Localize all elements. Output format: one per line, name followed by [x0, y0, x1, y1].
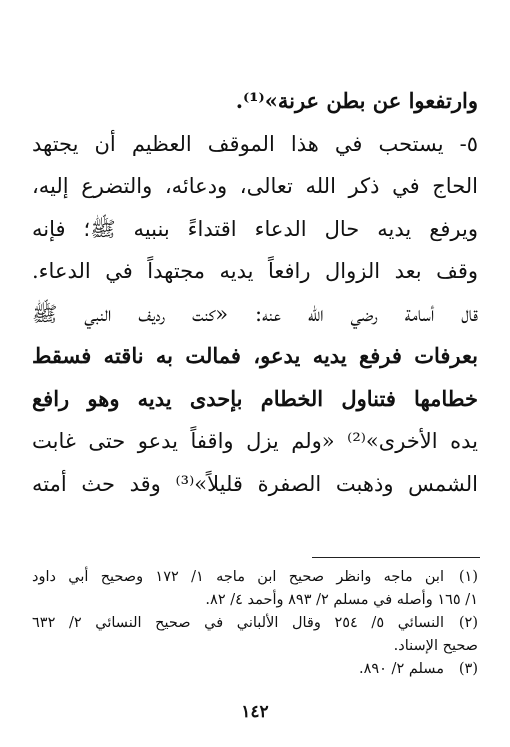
text-line: ٥- يستحب في هذا الموقف العظيم أن يجتهد: [32, 131, 478, 156]
text-line: وقف بعد الزوال رافعاً يديه مجتهداً في الدعاء.: [32, 259, 478, 283]
footnote-1: [32, 566, 478, 589]
footnote-3: [32, 658, 478, 681]
footnote-number: (١): [458, 569, 478, 585]
footnote-text: ابن ماجه وانظر صحيح ابن ماجه ١/ ١٧٢ وصحيح أبي داود: [32, 569, 444, 585]
text-line: خطامها فتناول الخطام بإحدى يديه وهو رافع: [32, 385, 478, 411]
footnotes: [32, 566, 478, 681]
text-line: ويرفع يديه حال الدعاء اقتداءً بنبيه ﷺ؛ فإنه: [32, 216, 478, 241]
text-line: الشمس وذهبت الصفرة قليلاً»⁽³⁾ وقد حث أمته: [32, 471, 478, 496]
footnote-text: النسائي ٥/ ٢٥٤ وقال الألباني في صحيح النسائي ٢/ ٦٣٢: [32, 615, 444, 631]
text-line: بعرفات فرفع يديه يدعو، فمالت به ناقته فسقط: [32, 343, 478, 368]
footnote-2-continued: صحيح الإسناد.: [393, 638, 478, 654]
text-line: وارتفعوا عن بطن عرنة»⁽¹⁾.: [235, 88, 478, 113]
text-line: قال أسامة رضي الله عنه: «كنت رديف النبي ﷺ: [32, 301, 478, 326]
footnote-1-continued: ١/ ١٦٥ وأصله في مسلم ٢/ ٨٩٣ وأحمد ٤/ ٨٢.: [205, 592, 478, 608]
text-line: الحاج في ذكر الله تعالى، ودعائه، والتضرع إليه،: [32, 174, 478, 198]
footnote-text: مسلم ٢/ ٨٩٠.: [358, 661, 444, 677]
footnote-number: (٣): [458, 661, 478, 677]
page-number: ١٤٢: [241, 702, 269, 722]
text-line: يده الأخرى»⁽²⁾ «ولم يزل واقفاً يدعو حتى غابت: [32, 429, 478, 453]
footnote-2: [32, 612, 478, 635]
footnote-number: (٢): [458, 615, 478, 631]
footnote-divider: [312, 557, 480, 558]
main-text: [32, 80, 478, 505]
